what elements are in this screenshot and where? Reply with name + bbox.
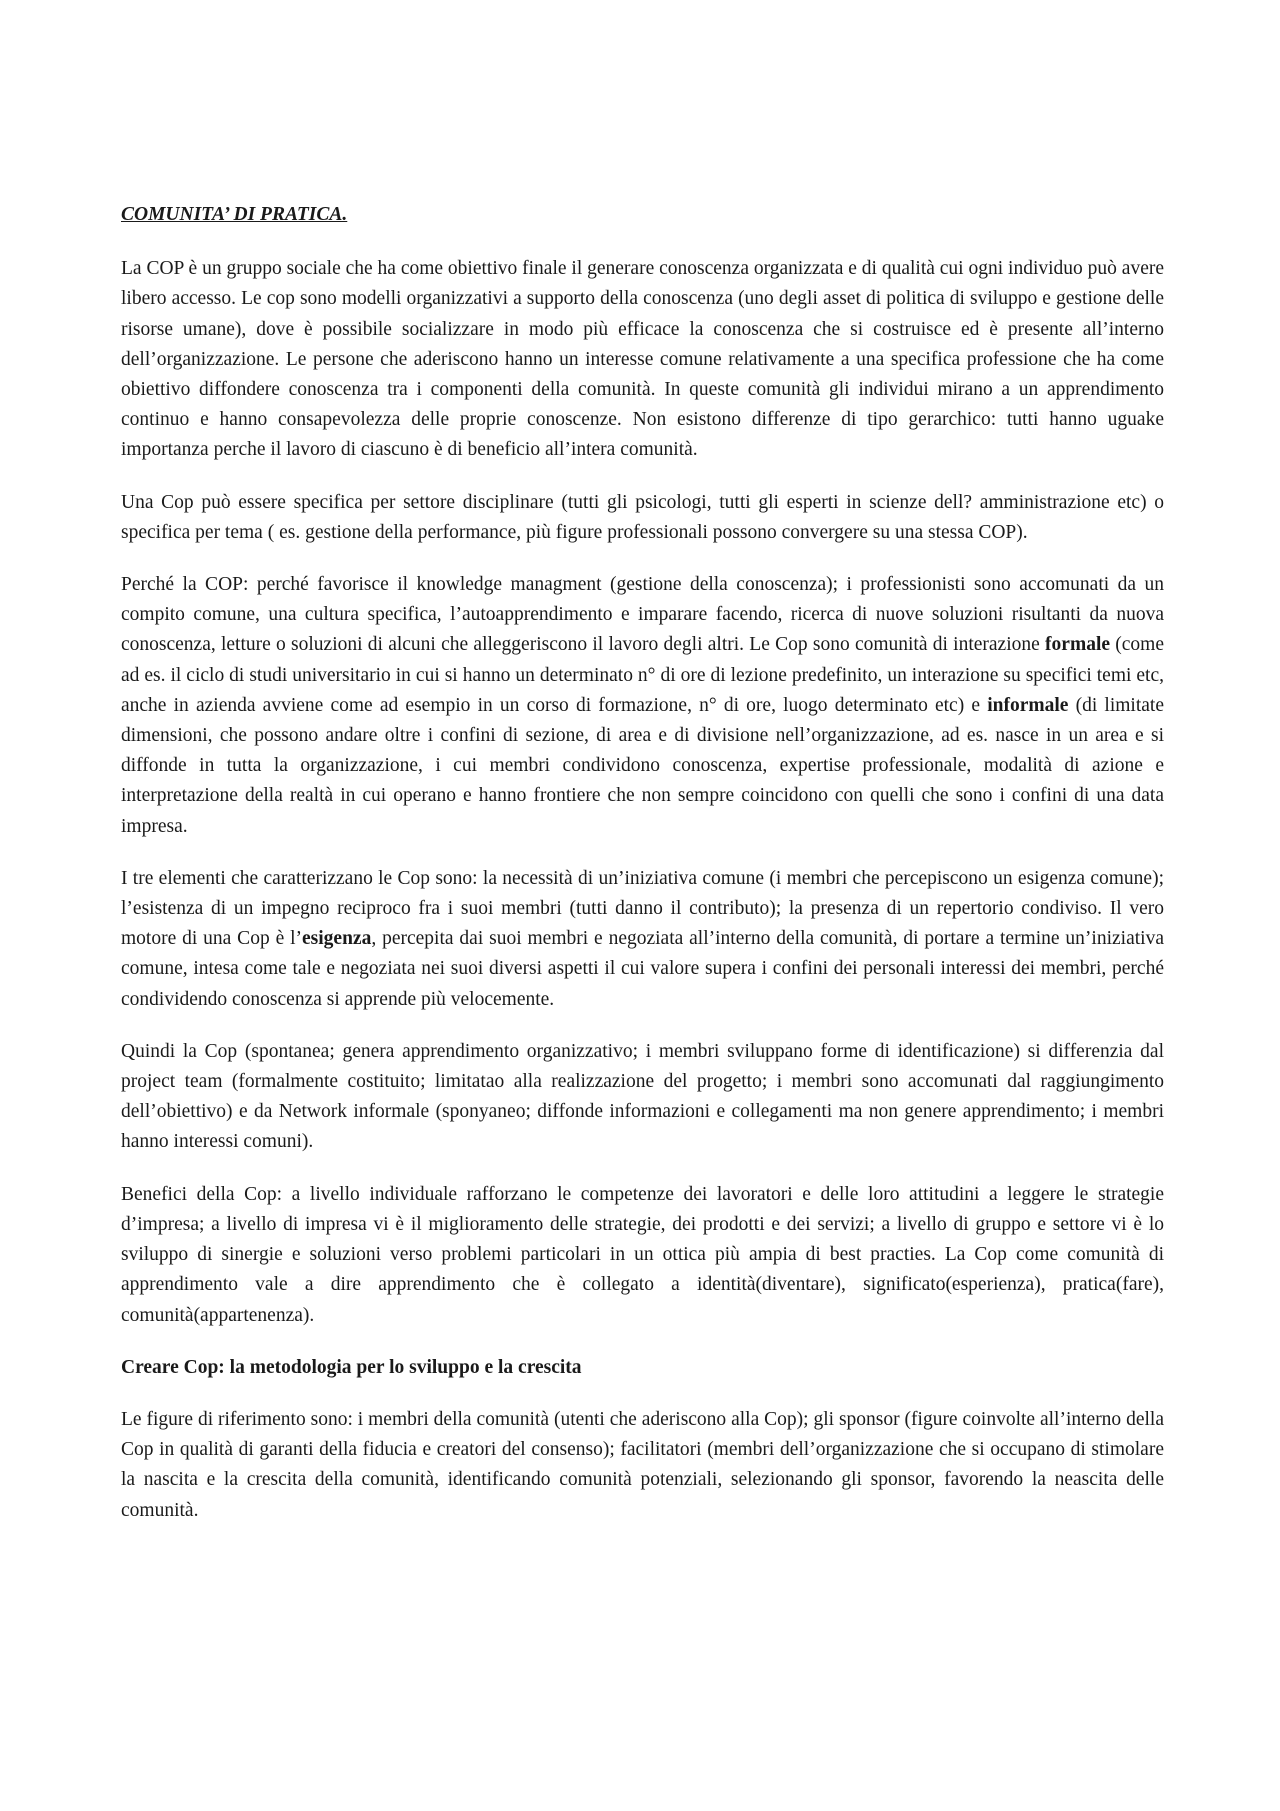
paragraph-benefits: Benefici della Cop: a livello individuale rafforzano le competenze dei lavoratori e delle loro attitudini a leggere le strategie d’impresa; a livello di impresa vi è il miglioramento delle strategie, dei prodotti e dei servizi; a livello di gruppo e settore vi è lo sviluppo di sinergie e soluzioni verso problemi particolari in un ottica più ampia di best practies. La Cop come comunità di apprendimento vale a dire apprendimento che è collegato a identità(diventare), significato(esperienza), pratica(fare), comunità(appartenenza). <box>121 1183 1164 1326</box>
bold-term-esigenza: esigenza <box>302 928 372 950</box>
paragraph-comparison: Quindi la Cop (spontanea; genera apprendimento organizzativo; i membri sviluppano forme di identificazione) si differenzia dal project team (formalmente costituito; limitatao alla realizzazione del progetto; i membri sono accomunati dal raggiungimento dell’obiettivo) e da Network informale (sponyaneo; diffonde informazioni e collegamenti ma non genere apprendimento; i membri hanno interessi comuni). <box>121 1040 1164 1153</box>
text-segment: , percepita dai suoi membri e negoziata all’interno della comunità, di portare a termine un’iniziativa comune, intesa come tale e negoziata nei suoi diversi aspetti il cui valore supera i confini dei personali interessi dei membri, perché condividendo conoscenza si apprende più velocemente. <box>121 928 1164 1010</box>
document-page <box>121 200 1164 1548</box>
paragraph-why-cop <box>121 570 1164 842</box>
paragraph-definition: La COP è un gruppo sociale che ha come obiettivo finale il generare conoscenza organizzata e di qualità cui ogni individuo può avere libero accesso. Le cop sono modelli organizzativi a supporto della conoscenza (uno degli asset di politica di sviluppo e gestione delle risorse umane), dove è possibile socializzare in modo più efficace la conoscenza che si costruisce ed è presente all’interno dell’organizzazione. Le persone che aderiscono hanno un interesse comune relativamente a una specifica professione che ha come obiettivo diffondere conoscenza tra i componenti della comunità. In queste comunità gli individui mirano a un apprendimento continuo e hanno consapevolezza delle proprie conoscenze. Non esistono differenze di tipo gerarchico: tutti hanno uguake importanza perche il lavoro di ciascuno è di beneficio all’intera comunità. <box>121 258 1164 461</box>
text-segment: (come ad es. il ciclo di studi universitario in cui si hanno un determinato n° di ore di lezione predefinito, un interazione su specifici temi etc, anche in azienda avviene come ad esempio in un corso di formazione, n° di ore, luogo determinato etc) e <box>121 634 1164 716</box>
bold-term-formale: formale <box>1045 634 1111 656</box>
section-heading: Creare Cop: la metodologia per lo sviluppo e la crescita <box>121 1356 582 1378</box>
paragraph-figures: Le figure di riferimento sono: i membri della comunità (utenti che aderiscono alla Cop); gli sponsor (figure coinvolte all’interno della Cop in qualità di garanti della fiducia e creatori del consenso); facilitatori (membri dell’organizzazione che si occupano di stimolare la nascita e la crescita della comunità, identificando comunità potenziali, selezionando gli sponsor, favorendo la neascita delle comunità. <box>121 1408 1164 1521</box>
text-segment: (di limitate dimensioni, che possono andare oltre i confini di sezione, di area e di divisione nell’organizzazione, ad es. nasce in un area e si diffonde in tutta la organizzazione, i cui membri condividono conoscenza, expertise professionale, modalità di azione e interpretazione della realtà in cui operano e hanno frontiere che non sempre coincidono con quelli che sono i confini di una data impresa. <box>121 694 1164 837</box>
bold-term-informale: informale <box>987 694 1069 716</box>
text-segment: Perché la COP: perché favorisce il knowledge managment (gestione della conoscenza); i professionisti sono accomunati da un compito comune, una cultura specifica, l’autoapprendimento e imparare facendo, ricerca di nuove soluzioni risultanti da nuova conoscenza, letture o soluzioni di alcuni che alleggeriscono il lavoro degli altri. Le Cop sono comunità di interazione <box>121 574 1164 656</box>
text-segment: I tre elementi che caratterizzano le Cop sono: la necessità di un’iniziativa comune (i membri che percepiscono un esigenza comune); l’esistenza di un impegno reciproco fra i suoi membri (tutti danno il contributo); la presenza di un repertorio condiviso. Il vero motore di una Cop è l’ <box>121 867 1164 950</box>
paragraph-elements <box>121 864 1164 1015</box>
document-title: COMUNITA’ DI PRATICA. <box>121 204 348 225</box>
paragraph-types: Una Cop può essere specifica per settore disciplinare (tutti gli psicologi, tutti gli esperti in scienze dell? amministrazione etc) o specifica per tema ( es. gestione della performance, più figure professionali possono convergere su una stessa COP). <box>121 491 1164 543</box>
